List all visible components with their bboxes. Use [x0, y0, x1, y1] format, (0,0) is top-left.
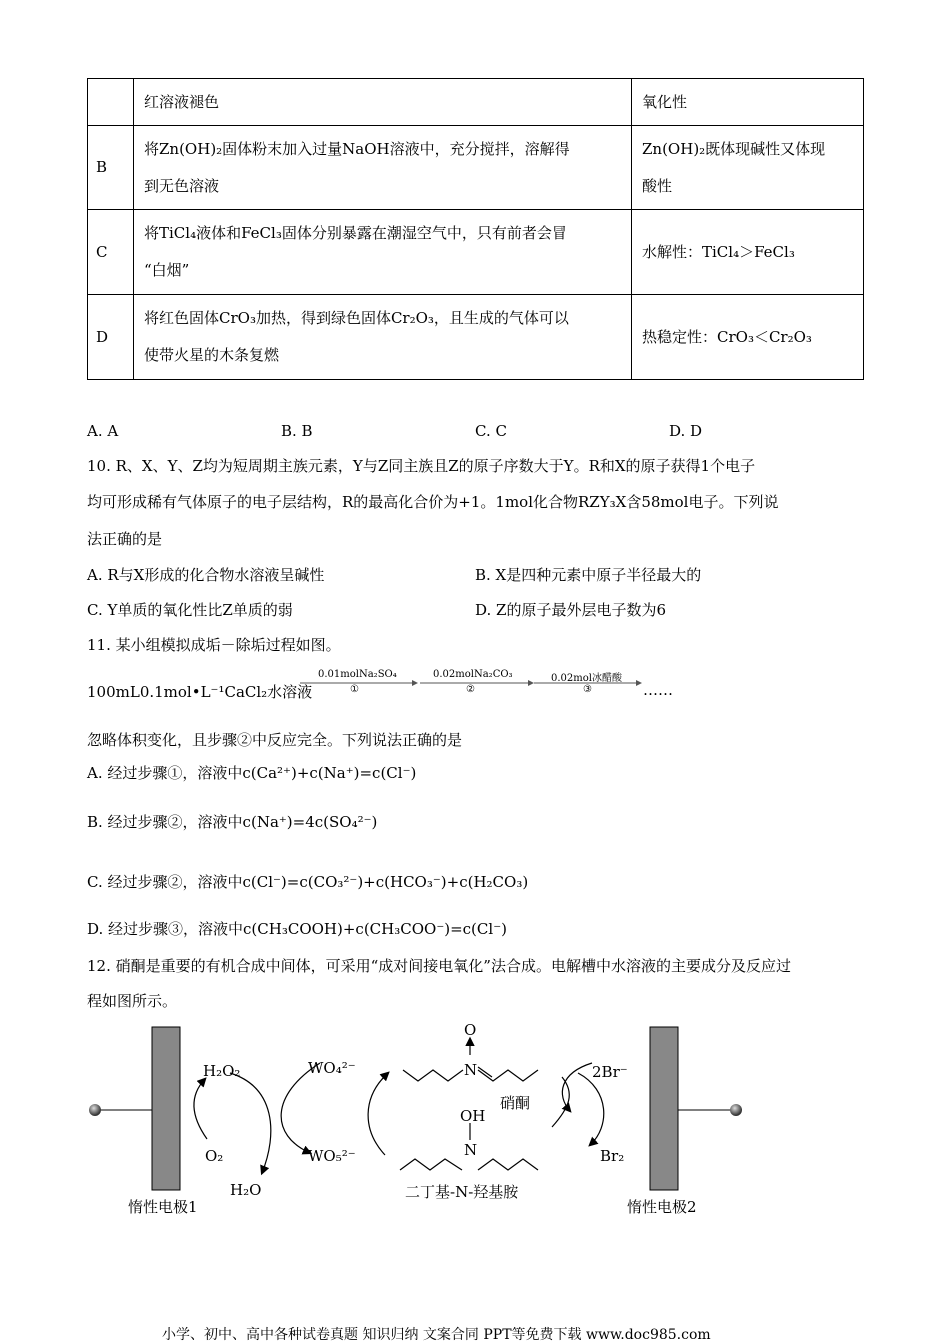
cycle1-arrow-back	[194, 1079, 207, 1139]
row-conclusion: 热稳定性：CrO₃＜Cr₂O₃	[632, 295, 864, 380]
q11-option-d: D. 经过步骤③，溶液中c(CH₃COOH)+c(CH₃COO⁻)=c(Cl⁻)	[87, 920, 507, 938]
label-o2: O₂	[205, 1147, 224, 1165]
row-conclusion: Zn(OH)₂既体现碱性又体现 酸性	[632, 126, 864, 210]
q9-option-a: A. A	[87, 422, 119, 440]
row-description: 将Zn(OH)₂固体粉末加入过量NaOH溶液中，充分搅拌，溶解得 到无色溶液	[134, 126, 632, 210]
amine-skeleton-right	[478, 1159, 538, 1170]
table-row	[88, 295, 864, 380]
label-wo5: WO₅²⁻	[308, 1147, 356, 1165]
row-letter: D	[88, 295, 134, 380]
step1-label: ①	[350, 684, 359, 695]
row-description: 红溶液褪色	[134, 79, 632, 126]
label-nitrone-o: O	[464, 1021, 477, 1039]
cycle4-arrow-br	[578, 1073, 604, 1145]
electrode-1	[152, 1027, 180, 1190]
q9-option-b: B. B	[281, 422, 313, 440]
step2-label: ②	[466, 684, 475, 695]
row-description: 将红色固体CrO₃加热，得到绿色固体Cr₂O₃，且生成的气体可以 使带火星的木条复燃	[134, 295, 632, 380]
ellipsis: ……	[643, 681, 673, 699]
step3-label: ③	[583, 684, 592, 695]
cycle4-arrow	[552, 1077, 569, 1127]
step3-reagent: 0.02mol冰醋酸	[551, 673, 622, 684]
label-wo4: WO₄²⁻	[308, 1059, 356, 1077]
label-electrode-2: 惰性电极2	[627, 1198, 697, 1216]
q11-option-c: C. 经过步骤②，溶液中c(Cl⁻)=c(CO₃²⁻)+c(HCO₃⁻)+c(H₂CO₃)	[87, 873, 529, 891]
q10-option-a: A. R与X形成的化合物水溶液呈碱性	[87, 566, 325, 584]
q10-option-d: D. Z的原子最外层电子数为6	[475, 601, 666, 619]
q10-stem-line: 均可形成稀有气体原子的电子层结构，R的最高化合价为+1。1mol化合物RZY₃X含58mol电子。下列说	[87, 493, 779, 511]
table-row	[88, 126, 864, 210]
q11-option-b: B. 经过步骤②，溶液中c(Na⁺)=4c(SO₄²⁻)	[87, 813, 378, 831]
row-letter: B	[88, 126, 134, 210]
label-h2o: H₂O	[230, 1181, 262, 1199]
electrode-2	[650, 1027, 678, 1190]
electrolysis-diagram	[0, 1015, 950, 1225]
experiment-table	[87, 78, 864, 380]
q12-stem-line: 程如图所示。	[87, 992, 178, 1010]
cycle4-arrow-up	[562, 1063, 592, 1111]
table-row	[88, 79, 864, 126]
row-conclusion: 水解性：TiCl₄＞FeCl₃	[632, 210, 864, 295]
step2-reagent: 0.02molNa₂CO₃	[433, 669, 513, 680]
nitrone-skeleton-left	[403, 1070, 463, 1081]
amine-skeleton-left	[400, 1159, 462, 1170]
label-amine-n: N	[464, 1141, 478, 1159]
q12-stem-line: 12. 硝酮是重要的有机合成中间体，可采用“成对间接电氧化”法合成。电解槽中水溶液的主要成分及反应过	[87, 957, 791, 975]
terminal-1	[89, 1104, 101, 1116]
label-h2o2: H₂O₂	[203, 1062, 241, 1080]
row-description: 将TiCl₄液体和FeCl₃固体分别暴露在潮湿空气中，只有前者会冒 “白烟”	[134, 210, 632, 295]
q9-option-c: C. C	[475, 422, 507, 440]
label-br2: Br₂	[600, 1147, 625, 1165]
label-amine: 二丁基-N-羟基胺	[405, 1183, 519, 1201]
q11-start-solution: 100mL0.1mol•L⁻¹CaCl₂水溶液	[87, 683, 313, 701]
q10-option-b: B. X是四种元素中原子半径最大的	[475, 566, 702, 584]
table-row	[88, 210, 864, 295]
label-electrode-1: 惰性电极1	[128, 1198, 198, 1216]
q9-option-d: D. D	[669, 422, 703, 440]
q11-note: 忽略体积变化，且步骤②中反应完全。下列说法正确的是	[87, 731, 463, 749]
label-br-minus: 2Br⁻	[592, 1063, 628, 1081]
label-nitrone: 硝酮	[500, 1094, 531, 1112]
row-conclusion: 氧化性	[632, 79, 864, 126]
q10-option-c: C. Y单质的氧化性比Z单质的弱	[87, 601, 293, 619]
row-letter	[88, 79, 134, 126]
row-letter: C	[88, 210, 134, 295]
q10-stem-line: 10. R、X、Y、Z均为短周期主族元素，Y与Z同主族且Z的原子序数大于Y。R和X的原子获得1个电子	[87, 457, 756, 475]
label-nitrone-n: N	[464, 1061, 478, 1079]
q10-stem-line: 法正确的是	[87, 530, 163, 548]
step-arrows	[300, 676, 645, 690]
q11-stem: 11. 某小组模拟成垢－除垢过程如图。	[87, 636, 341, 654]
terminal-2	[730, 1104, 742, 1116]
page-footer: 小学、初中、高中各种试卷真题 知识归纳 文案合同 PPT等免费下载 www.doc985.com	[162, 1327, 711, 1343]
step1-reagent: 0.01molNa₂SO₄	[318, 669, 397, 680]
nitrone-skeleton-right	[478, 1070, 538, 1081]
q11-option-a: A. 经过步骤①，溶液中c(Ca²⁺)+c(Na⁺)=c(Cl⁻)	[87, 764, 417, 782]
label-oh: OH	[460, 1107, 486, 1125]
cycle1-arrow	[230, 1073, 271, 1173]
cycle3-arrow	[368, 1073, 388, 1155]
